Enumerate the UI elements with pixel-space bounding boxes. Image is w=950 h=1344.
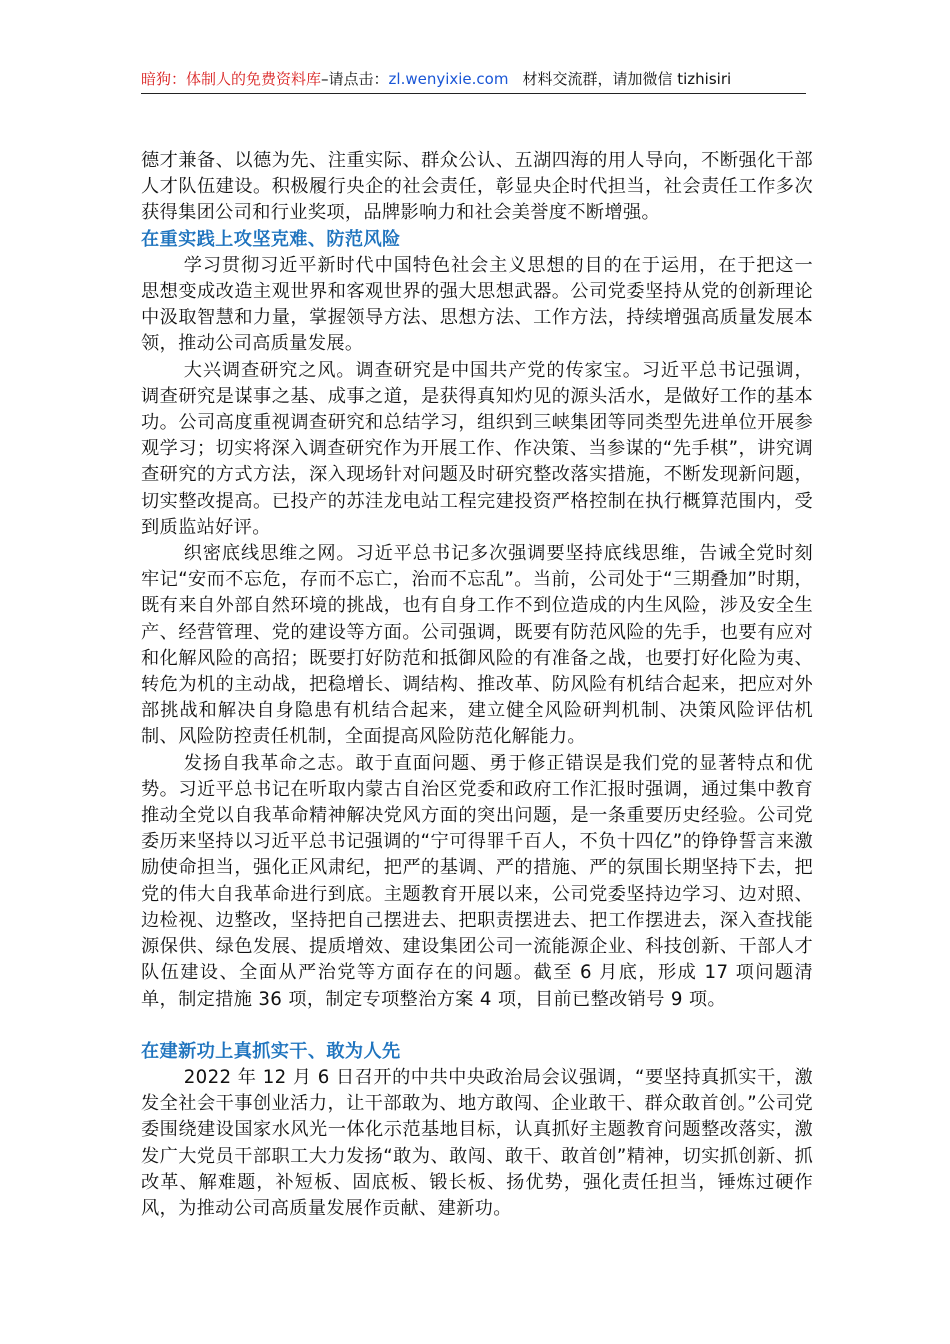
paragraph: 大兴调查研究之风。调查研究是中国共产党的传家宝。习近平总书记强调，调查研究是谋事之基、成事之道，是获得真知灼见的源头活水，是做好工作的基本功。公司高度重视调查研究和总结学习，组织到三峡集团等同类型先进单位开展参观学习；切实将深入调查研究作为开展工作、作决策、当参谋的“先手棋”，讲究调查研究的方式方法，深入现场针对问题及时研究整改落实措施，不断发现新问题，切实整改提高。已投产的苏洼龙电站工程完建投资严格控制在执行概算范围内，受到质监站好评。 [141, 359, 813, 538]
site-link[interactable]: zl.wenyixie.com [388, 70, 509, 88]
paragraph: 2022 年 12 月 6 日召开的中共中央政治局会议强调，“要坚持真抓实干，激发全社会干事创业活力，让干部敢为、地方敢闯、企业敢干、群众敢首创。”公司党委围绕建设国家水风光一体化示范基地目标，认真抓好主题教育问题整改落实，激发广大党员干部职工大力发扬“敢为、敢闯、敢干、敢首创”精神，切实抓创新、抓改革、解难题，补短板、固底板、锻长板、扬优势，强化责任担当，锤炼过硬作风，为推动公司高质量发展作贡献、建新功。 [141, 1066, 813, 1219]
intro-paragraph: 德才兼备、以德为先、注重实际、群众公认、五湖四海的用人导向，不断强化干部人才队伍建设。积极履行央企的社会责任，彰显央企时代担当，社会责任工作多次获得集团公司和行业奖项，品牌影响力和社会美誉度不断增强。 [141, 150, 813, 224]
paragraph: 学习贯彻习近平新时代中国特色社会主义思想的目的在于运用，在于把这一思想变成改造主观世界和客观世界的强大思想武器。公司党委坚持从党的创新理论中汲取智慧和力量，掌握领导方法、思想方法、工作方法，持续增强高质量发展本领，推动公司高质量发展。 [141, 254, 813, 355]
paragraph: 发扬自我革命之志。敢于直面问题、勇于修正错误是我们党的显著特点和优势。习近平总书记在听取内蒙古自治区党委和政府工作汇报时强调，通过集中教育推动全党以自我革命精神解决党风方面的突出问题，是一条重要历史经验。公司党委历来坚持以习近平总书记强调的“宁可得罪千百人，不负十四亿”的铮铮誓言来激励使命担当，强化正风肃纪，把严的基调、严的措施、严的氛围长期坚持下去，把党的伟大自我革命进行到底。主题教育开展以来，公司党委坚持边学习、边对照、边检视、边整改，坚持把自己摆进去、把职责摆进去、把工作摆进去，深入查找能源保供、绿色发展、提质增效、建设集团公司一流能源企业、科技创新、干部人才队伍建设、全面从严治党等方面存在的问题。截至 6 月底，形成 17 项问题清单，制定措施 36 项，制定专项整治方案 4 项，目前已整改销号 9 项。 [141, 752, 813, 1010]
section-heading-practice: 在重实践上攻坚克难、防范风险 [141, 228, 401, 250]
section-heading-new-merit: 在建新功上真抓实干、敢为人先 [141, 1040, 401, 1062]
paragraph: 织密底线思维之网。习近平总书记多次强调要坚持底线思维，告诫全党时刻牢记“安而不忘危，存而不忘亡，治而不忘乱”。当前，公司处于“三期叠加”时期，既有来自外部自然环境的挑战，也有自身工作不到位造成的内生风险，涉及安全生产、经营管理、党的建设等方面。公司强调，既要有防范风险的先手，也要有应对和化解风险的高招；既要打好防范和抵御风险的有准备之战，也要打好化险为夷、转危为机的主动战，把稳增长、调结构、推改革、防风险有机结合起来，把应对外部挑战和解决自身隐患有机结合起来，建立健全风险研判机制、决策风险评估机制、风险防控责任机制，全面提高风险防范化解能力。 [141, 543, 813, 748]
site-name: 暗狗：体制人的免费资料库 [141, 70, 322, 88]
article-body [141, 148, 813, 1222]
page-header [141, 66, 806, 94]
contact-info: 材料交流群，请加微信 tizhisiri [522, 70, 732, 88]
header-separator: –请点击： [321, 70, 389, 88]
